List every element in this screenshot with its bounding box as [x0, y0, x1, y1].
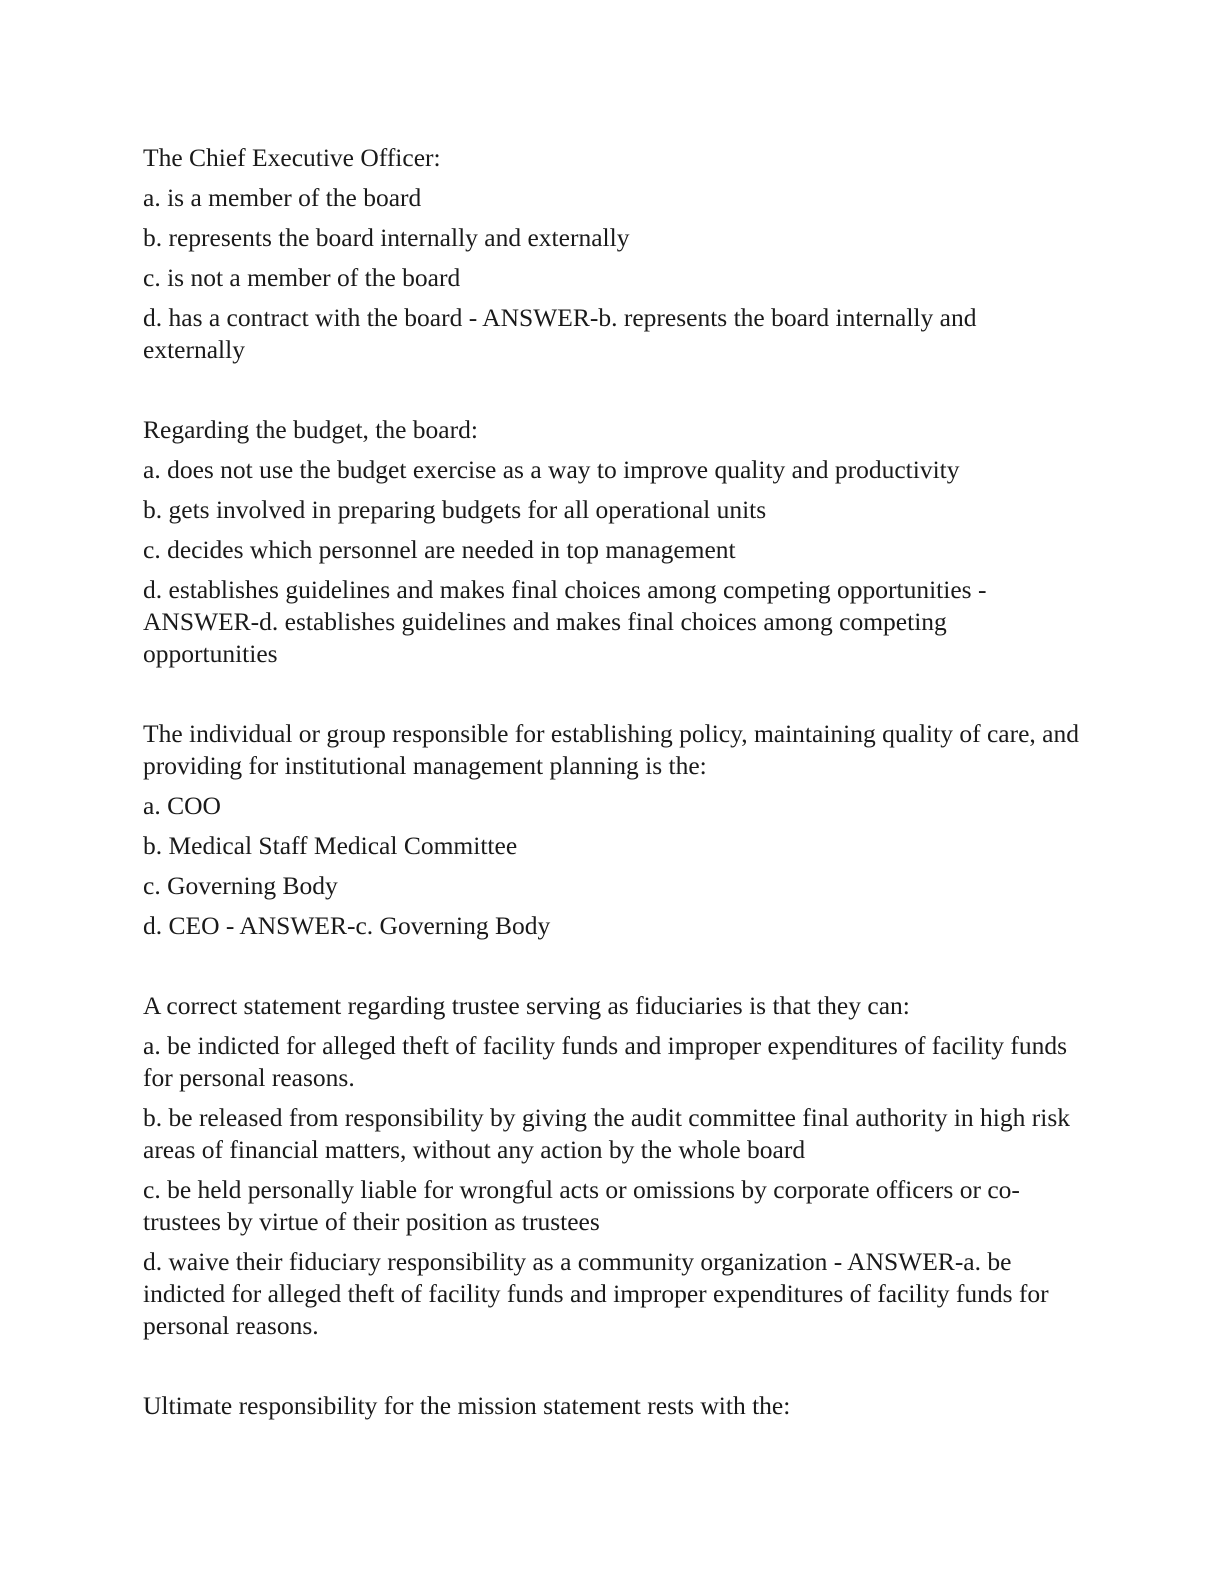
answer-option: c. decides which personnel are needed in top management: [143, 535, 736, 564]
answer-option: a. is a member of the board: [143, 183, 422, 212]
answer-option: d. CEO - ANSWER-c. Governing Body: [143, 911, 551, 940]
answer-option: d. has a contract with the board - ANSWER-b. represents the board internally and externally: [143, 303, 977, 364]
question-block: [143, 414, 1083, 670]
question-block: [143, 718, 1083, 942]
answer-option: a. be indicted for alleged theft of facility funds and improper expenditures of facility funds for personal reasons.: [143, 1031, 1068, 1092]
question-block: [143, 1390, 1083, 1422]
answer-option: b. be released from responsibility by giving the audit committee final authority in high risk areas of financial matters, without any action by the whole board: [143, 1103, 1071, 1164]
answer-option: b. gets involved in preparing budgets for all operational units: [143, 495, 767, 524]
answer-option: d. waive their fiduciary responsibility as a community organization - ANSWER-a. be indicted for alleged theft of facility funds and improper expenditures of facility funds for personal reasons.: [143, 1247, 1049, 1340]
answer-option: b. represents the board internally and externally: [143, 223, 630, 252]
question-block: [143, 142, 1083, 366]
question-prompt: Ultimate responsibility for the mission statement rests with the:: [143, 1391, 791, 1420]
question-prompt: A correct statement regarding trustee serving as fiduciaries is that they can:: [143, 991, 910, 1020]
question-prompt: The individual or group responsible for establishing policy, maintaining quality of care, and providing for institutional management planning is the:: [143, 719, 1079, 780]
question-prompt: The Chief Executive Officer:: [143, 143, 441, 172]
question-prompt: Regarding the budget, the board:: [143, 415, 478, 444]
answer-option: d. establishes guidelines and makes final choices among competing opportunities - ANSWER-d. establishes guidelines and makes final choices among competing opportunities: [143, 575, 987, 668]
answer-option: c. is not a member of the board: [143, 263, 461, 292]
answer-option: b. Medical Staff Medical Committee: [143, 831, 518, 860]
question-block: [143, 990, 1083, 1342]
answer-option: c. Governing Body: [143, 871, 338, 900]
answer-option: c. be held personally liable for wrongful acts or omissions by corporate officers or co-trustees by virtue of their position as trustees: [143, 1175, 1020, 1236]
document-body: [143, 142, 1083, 1470]
answer-option: a. COO: [143, 791, 221, 820]
answer-option: a. does not use the budget exercise as a way to improve quality and productivity: [143, 455, 960, 484]
